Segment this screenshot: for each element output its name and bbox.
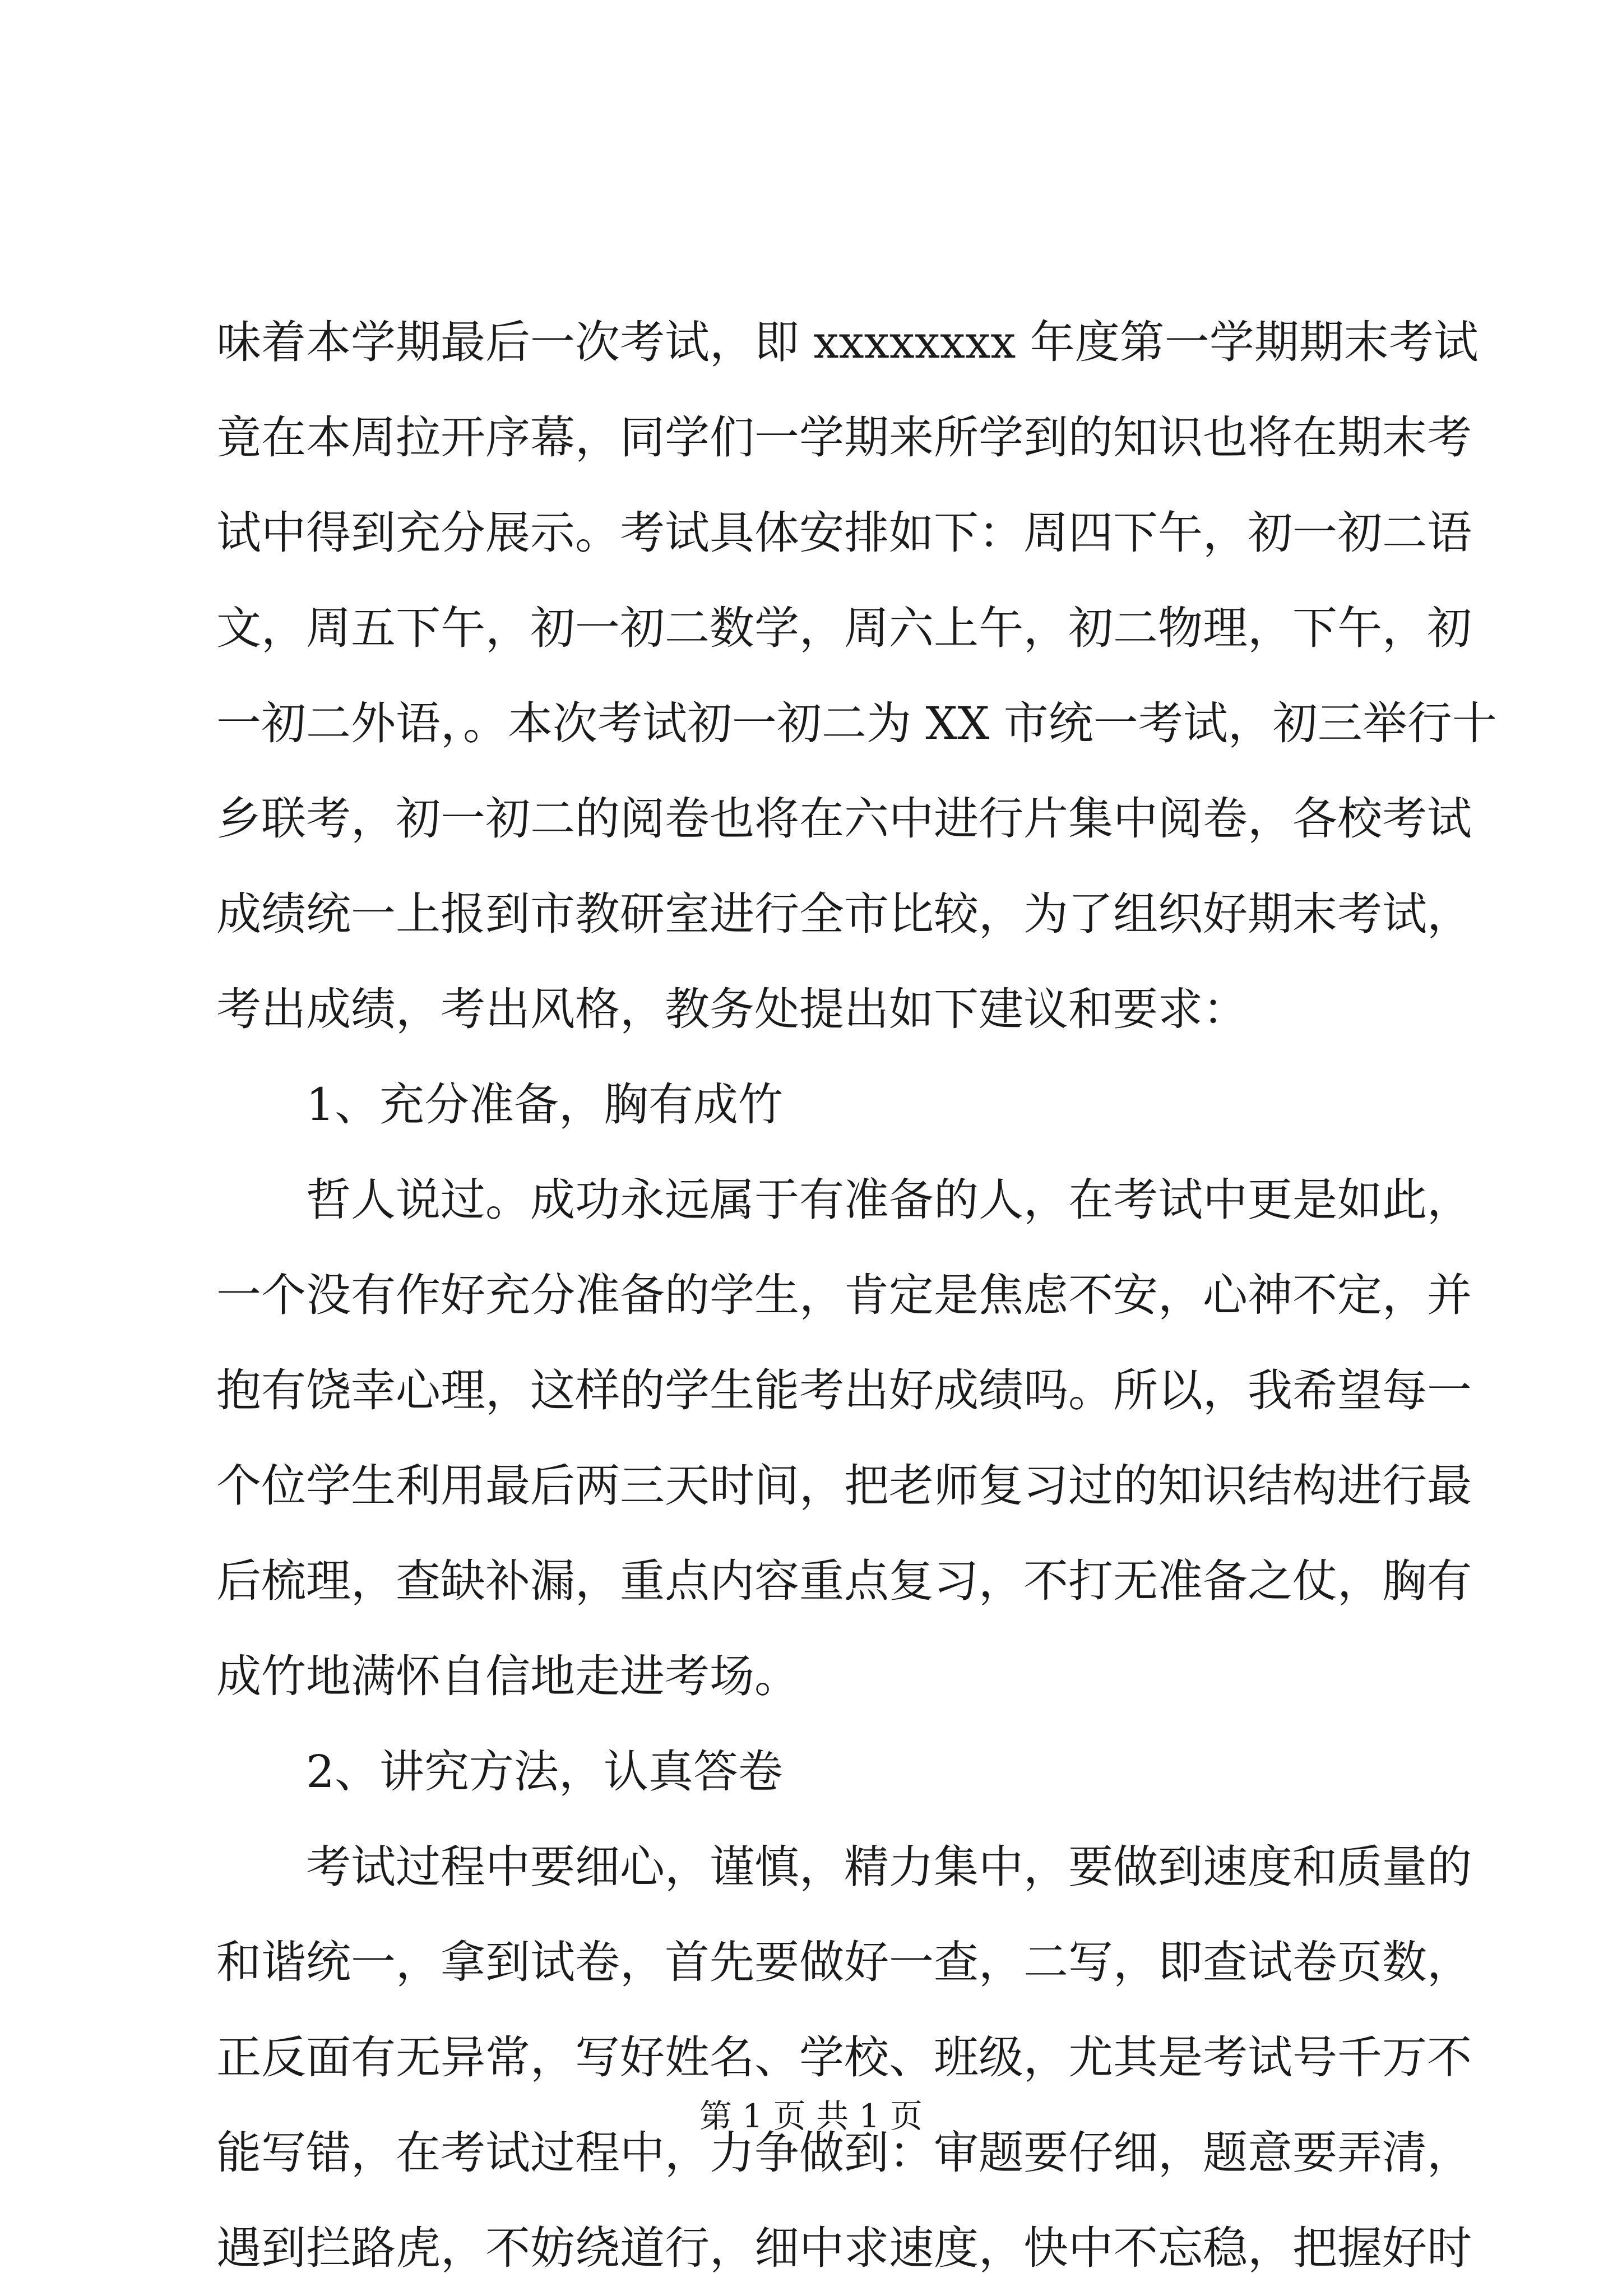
section-heading-2: 2、讲究方法，认真答卷 xyxy=(306,1746,783,1798)
body-line: 乡联考，初一初二的阅卷也将在六中进行片集中阅卷，各校考试 xyxy=(216,793,1472,845)
body-line: 和谐统一，拿到试卷，首先要做好一查，二写，即查试卷页数， xyxy=(216,1936,1472,1988)
body-line: 味着本学期最后一次考试，即 xxxxxxxx 年度第一学期期末考试 xyxy=(216,316,1479,368)
body-line: 一个没有作好充分准备的学生，肯定是焦虑不安，心神不定，并 xyxy=(216,1269,1472,1321)
body-line: 考出成绩，考出风格，教务处提出如下建议和要求： xyxy=(216,983,1248,1035)
body-line: 能写错，在考试过程中，力争做到：审题要仔细，题意要弄清， xyxy=(216,2127,1472,2179)
body-line: 正反面有无异常，写好姓名、学校、班级，尤其是考试号千万不 xyxy=(216,2031,1472,2084)
document-body xyxy=(216,295,1497,2296)
paragraph-start-line: 考试过程中要细心，谨慎，精力集中，要做到速度和质量的 xyxy=(306,1841,1472,1893)
body-line: 成绩统一上报到市教研室进行全市比较，为了组织好期末考试， xyxy=(216,888,1472,940)
body-line: 遇到拦路虎，不妨绕道行，细中求速度，快中不忘稳，把握好时 xyxy=(216,2222,1472,2274)
body-line: 成竹地满怀自信地走进考场。 xyxy=(216,1650,799,1702)
body-line: 个位学生利用最后两三天时间，把老师复习过的知识结构进行最 xyxy=(216,1460,1472,1512)
body-line: 试中得到充分展示。考试具体安排如下：周四下午，初一初二语 xyxy=(216,507,1472,559)
body-line: 竟在本周拉开序幕，同学们一学期来所学到的知识也将在期末考 xyxy=(216,411,1472,464)
body-line: 文，周五下午，初一初二数学，周六上午，初二物理，下午，初 xyxy=(216,602,1472,654)
section-heading-1: 1、充分准备，胸有成竹 xyxy=(306,1078,783,1131)
body-line: 后梳理，查缺补漏，重点内容重点复习，不打无准备之仗，胸有 xyxy=(216,1555,1472,1607)
body-line: 一初二外语，。本次考试初一初二为 XX 市统一考试，初三举行十 xyxy=(216,697,1497,749)
paragraph-start-line: 哲人说过。成功永远属于有准备的人，在考试中更是如此， xyxy=(306,1174,1472,1226)
page-footer: 第 1 页 共 1 页 xyxy=(699,2097,923,2135)
body-line: 抱有饶幸心理，这样的学生能考出好成绩吗。所以，我希望每一 xyxy=(216,1364,1472,1417)
